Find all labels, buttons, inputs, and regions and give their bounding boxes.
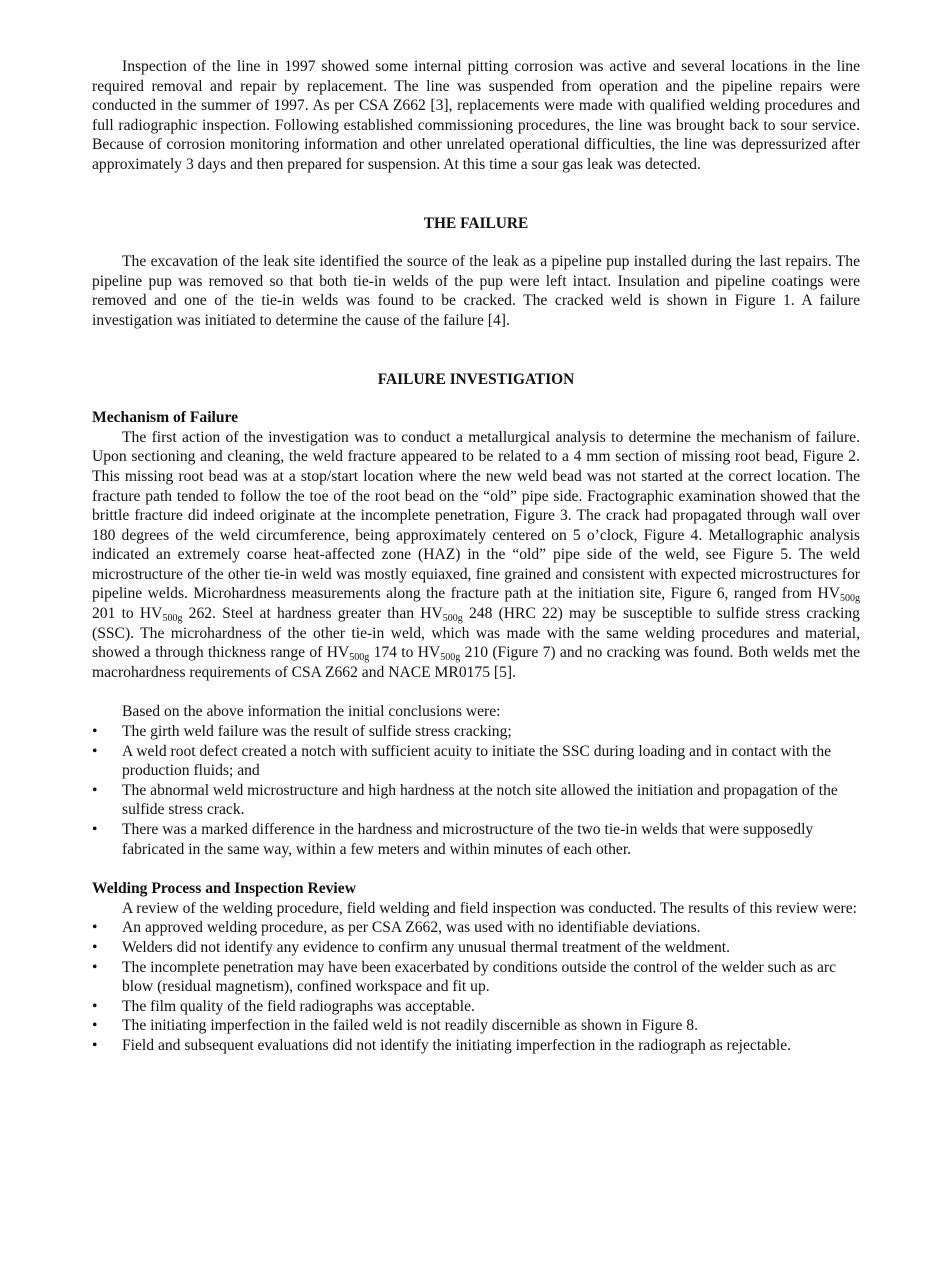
document-page xyxy=(92,57,860,1056)
list-item: • Field and subsequent evaluations did not identify the initiating imperfection in the radiograph as rejectable. xyxy=(92,1036,860,1056)
section-heading-investigation: FAILURE INVESTIGATION xyxy=(377,370,575,388)
list-item: • The girth weld failure was the result of sulfide stress cracking; xyxy=(92,722,860,742)
failure-paragraph: The excavation of the leak site identified the source of the leak as a pipeline pup installed during the last repairs. The pipeline pup was removed so that both tie-in welds of the pup were left intact. Insulation and pipeline coatings were removed and one of the tie-in welds was found to be cracked. The cracked weld is shown in Figure 1. A failure investigation was initiated to determine the cause of the failure [4]. xyxy=(92,253,860,329)
list-item: • Welders did not identify any evidence to confirm any unusual thermal treatment of the weldment. xyxy=(92,938,860,958)
hardness-unit: $HV_{500g}$ xyxy=(417,644,461,664)
section-heading-failure: THE FAILURE xyxy=(423,214,529,232)
conclusions-intro: Based on the above information the initial conclusions were: xyxy=(122,703,501,721)
welding-results-list xyxy=(92,918,860,1055)
list-item: • The film quality of the field radiographs was acceptable. xyxy=(92,997,860,1017)
list-item: • The incomplete penetration may have been exacerbated by conditions outside the control of the welder such as arc blow (residual magnetism), confined workspace and fit up. xyxy=(92,958,860,997)
list-item: • The abnormal weld microstructure and high hardness at the notch site allowed the initiation and propagation of the sulfide stress crack. xyxy=(92,781,860,820)
welding-intro: A review of the welding procedure, field welding and field inspection was conducted. The results of this review were: xyxy=(122,899,857,917)
list-item: • An approved welding procedure, as per CSA Z662, was used with no identifiable deviations. xyxy=(92,918,860,938)
mechanism-paragraph: The first action of the investigation was to conduct a metallurgical analysis to determine the mechanism of failure. Upon sectioning and cleaning, the weld fracture appeared to be related to a 4 mm section of missing root bead, Figure 2. This missing root bead was at a stop/start location where the new weld bead was not started at the correct location. The fracture path tended to follow the toe of the root bead on the “old” pipe side. Fractographic examination showed that the brittle fracture did indeed originate at the incomplete penetration, Figure 3. The crack had propagated through wall over 180 degrees of the weld circumference, being approximately centered on 5 o’clock, Figure 4. Metallographic analysis indicated an extremely coarse heat-affected zone (HAZ) in the “old” pipe side of the weld, see Figure 5. The weld microstructure of the other tie-in weld was mostly equiaxed, fine grained and consistent with expected microstructures for pipeline welds. Microhardness measurements along the fracture path at the initiation site, Figure 6, ranged from $HV_{500g}$ 201 to $HV_{500g}$ 262. Steel at hardness greater than $HV_{500g}$ 248 (HRC 22) may be susceptible to sulfide stress cracking (SSC). The microhardness of the other tie-in weld, which was made with the same welding procedures and material, showed a through thickness range of $HV_{500g}$ 174 to $HV_{500g}$ 210 (Figure 7) and no cracking was found. Both welds met the macrohardness requirements of CSA Z662 and NACE MR0175 [5]. xyxy=(92,428,861,681)
subheading-welding: Welding Process and Inspection Review xyxy=(92,880,356,898)
subheading-mechanism: Mechanism of Failure xyxy=(92,409,239,427)
list-item: • There was a marked difference in the hardness and microstructure of the two tie-in welds that were supposedly fabricated in the same way, within a few meters and within minutes of each other. xyxy=(92,820,860,859)
list-item: • A weld root defect created a notch with sufficient acuity to initiate the SSC during loading and in contact with the production fluids; and xyxy=(92,742,860,781)
hardness-unit: $HV_{500g}$ xyxy=(139,605,183,625)
hardness-unit: $HV_{500g}$ xyxy=(326,644,370,664)
list-item: • The initiating imperfection in the failed weld is not readily discernible as shown in Figure 8. xyxy=(92,1016,860,1036)
intro-paragraph: Inspection of the line in 1997 showed some internal pitting corrosion was active and several locations in the line required removal and repair by replacement. The line was suspended from operation and the pipeline repairs were conducted in the summer of 1997. As per CSA Z662 [3], replacements were made with qualified welding procedures and full radiographic inspection. Following established commissioning procedures, the line was brought back to sour service. Because of corrosion monitoring information and other unrelated operational difficulties, the line was depressurized after approximately 3 days and then prepared for suspension. At this time a sour gas leak was detected. xyxy=(92,58,860,173)
hardness-unit: $HV_{500g}$ xyxy=(817,585,860,605)
hardness-unit: $HV_{500g}$ xyxy=(420,605,463,625)
conclusions-list xyxy=(92,722,860,859)
